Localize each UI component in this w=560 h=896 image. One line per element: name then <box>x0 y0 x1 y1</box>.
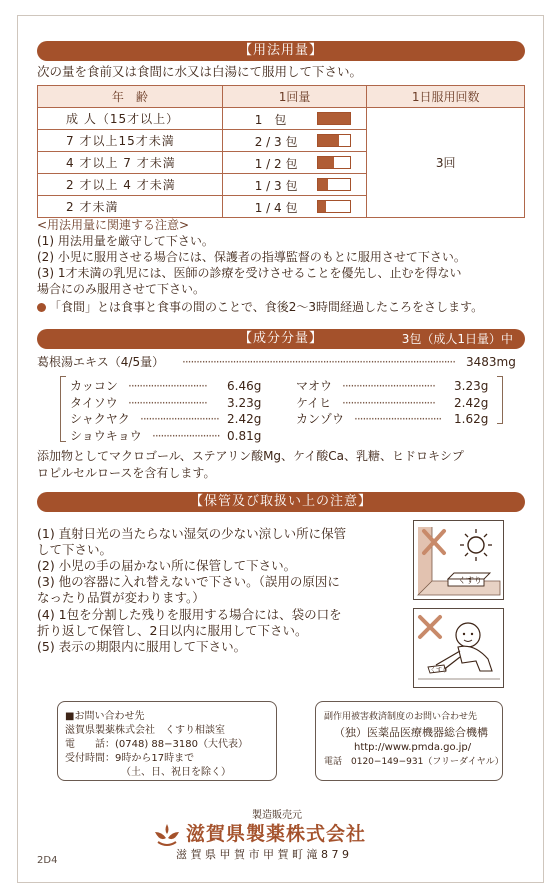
component-name: マオウ <box>296 379 333 393</box>
component-amount: 2.42g <box>454 396 489 410</box>
usage-heading: 【用法用量】 <box>37 41 525 61</box>
storage-line: (5) 表示の期限内に服用して下さい。 <box>37 639 247 654</box>
medicine-box-label: くすり <box>458 576 482 585</box>
times-cell: 3回 <box>367 108 525 218</box>
sun-shelf-icon <box>414 521 503 599</box>
child-icon <box>414 609 503 687</box>
company-logo-icon <box>152 822 182 848</box>
dose-bar <box>317 134 351 147</box>
component-amount: 3.23g <box>227 396 262 410</box>
contact-hours: 受付時間：9時から17時まで <box>65 753 195 764</box>
component-name: カンゾウ <box>296 412 345 426</box>
dose-bar-fill <box>318 201 326 212</box>
dose-bar-fill <box>318 113 350 124</box>
maker-label: 製造販売元 <box>252 810 302 821</box>
component-amount: 2.42g <box>227 412 262 426</box>
component-name: ショウキョウ <box>70 429 142 443</box>
amount-cell: 1 / 2 包 <box>222 152 367 174</box>
age-cell: 成 人（15才以上） <box>38 108 223 130</box>
meal-interval-note: 「食間」とは食事と食事の間のことで、食後2～3時間経過したころをさします。 <box>37 299 483 315</box>
amount-cell: 1 / 3 包 <box>222 174 367 196</box>
pmda-contact-box <box>315 701 503 781</box>
child-reach-warning-illustration <box>413 608 504 688</box>
additives-line: ロピルセルロースを含有します。 <box>37 466 216 480</box>
dose-bar <box>317 112 351 125</box>
component-amount: 3.23g <box>454 379 489 393</box>
leader-dots: ···························· <box>140 412 219 426</box>
age-cell: 4 才以上 7 才未満 <box>38 152 223 174</box>
dose-bar-fill <box>318 157 334 168</box>
leader-dots: ···························· <box>128 396 207 410</box>
amount-cell: 1 / 4 包 <box>222 196 367 218</box>
usage-intro: 次の量を食前又は食間に水又は白湯にて服用して下さい。 <box>37 64 363 79</box>
usage-note: 場合にのみ服用させて下さい。 <box>37 282 206 296</box>
storage-line: (4) 1包を分割した残りを服用する場合には、袋の口を <box>37 607 342 622</box>
leader-dots: ························ <box>152 429 220 443</box>
usage-note: (1) 用法用量を厳守して下さい。 <box>37 234 214 248</box>
main-ingredient-amount: 3483mg <box>466 355 516 369</box>
storage-line: (1) 直射日光の当たらない湿気の少ない涼しい所に保管 <box>37 526 347 541</box>
component-name: ケイヒ <box>296 396 332 410</box>
component-name: シャクヤク <box>70 412 130 426</box>
leader-dots: ································································································· <box>182 355 456 369</box>
dose-bar-fill <box>318 179 329 190</box>
header-age: 年 齢 <box>38 86 223 108</box>
table-row <box>38 108 525 130</box>
contact-closed-days: （土、日、祝日を除く） <box>121 767 231 778</box>
bracket-right <box>497 376 503 424</box>
storage-line: (2) 小児の手の届かない所に保管して下さい。 <box>37 558 297 573</box>
additives-line: 添加物としてマクロゴール、ステアリン酸Mg、ケイ酸Ca、乳糖、ヒドロキシプ <box>37 449 464 463</box>
usage-note: (2) 小児に服用させる場合には、保護者の指導監督のもとに服用させて下さい。 <box>37 250 466 264</box>
component-name: タイソウ <box>70 396 118 410</box>
bullet-icon <box>37 303 46 312</box>
medicine-pack-label: くすり <box>430 667 449 674</box>
dose-bar <box>317 200 351 213</box>
amount-cell: 2 / 3 包 <box>222 130 367 152</box>
sunlight-warning-illustration <box>413 520 504 600</box>
dose-bar <box>317 156 351 169</box>
ingredients-heading: 【成分分量】 3包（成人1日量）中 <box>37 329 525 349</box>
age-cell: 7 才以上15才未満 <box>38 130 223 152</box>
contact-company: 滋賀県製薬株式会社 くすり相談室 <box>65 725 225 736</box>
company-address: 滋 賀 県 甲 賀 市 甲 賀 町 滝 8 7 9 <box>176 848 349 861</box>
product-code: 2D4 <box>37 855 58 866</box>
component-name: カッコン <box>70 379 118 393</box>
leader-dots: ···························· <box>128 379 207 393</box>
bracket-left <box>60 376 66 442</box>
usage-notes-title: <用法用量に関連する注意> <box>37 218 190 232</box>
company-contact-box <box>57 701 277 781</box>
header-times: 1日服用回数 <box>367 86 525 108</box>
pmda-title: 副作用被害救済制度のお問い合わせ先 <box>324 712 478 722</box>
age-cell: 2 才以上 4 才未満 <box>38 174 223 196</box>
dose-bar-fill <box>318 135 339 146</box>
component-amount: 0.81g <box>227 429 262 443</box>
component-amount: 1.62g <box>454 412 489 426</box>
component-list <box>60 376 503 444</box>
storage-line: (3) 他の容器に入れ替えないで下さい。（誤用の原因に <box>37 574 340 589</box>
storage-line: して下さい。 <box>37 542 113 557</box>
storage-line: なったり品質が変わります。） <box>37 590 205 605</box>
amount-cell: 1 包 <box>222 108 367 130</box>
storage-heading: 【保管及び取扱い上の注意】 <box>37 492 525 512</box>
leader-dots: ································· <box>342 379 435 393</box>
usage-note: (3) 1才未満の乳児には、医師の診療を受けさせることを優先し、止むを得ない <box>37 266 462 280</box>
storage-line: 折り返して保管し、2日以内に服用して下さい。 <box>37 623 308 638</box>
pmda-phone: 電話 0120−149−931（フリーダイヤル） <box>324 757 504 767</box>
pmda-org: （独）医薬品医療機器総合機構 <box>334 726 488 739</box>
leader-dots: ································· <box>342 396 435 410</box>
ingredients-basis: 3包（成人1日量）中 <box>401 332 513 346</box>
header-amount: 1回量 <box>222 86 367 108</box>
age-cell: 2 才未満 <box>38 196 223 218</box>
main-ingredient-name: 葛根湯エキス（4/5量） <box>37 355 165 369</box>
leader-dots: ······························· <box>354 412 442 426</box>
dose-bar <box>317 178 351 191</box>
contact-title: ■お問い合わせ先 <box>65 711 145 722</box>
component-amount: 6.46g <box>227 379 262 393</box>
company-name: 滋賀県製薬株式会社 <box>186 823 367 845</box>
pmda-url: http://www.pmda.go.jp/ <box>354 742 472 753</box>
contact-phone: 電 話：(0748) 88−3180（大代表） <box>65 739 248 750</box>
dosage-table <box>37 85 525 218</box>
